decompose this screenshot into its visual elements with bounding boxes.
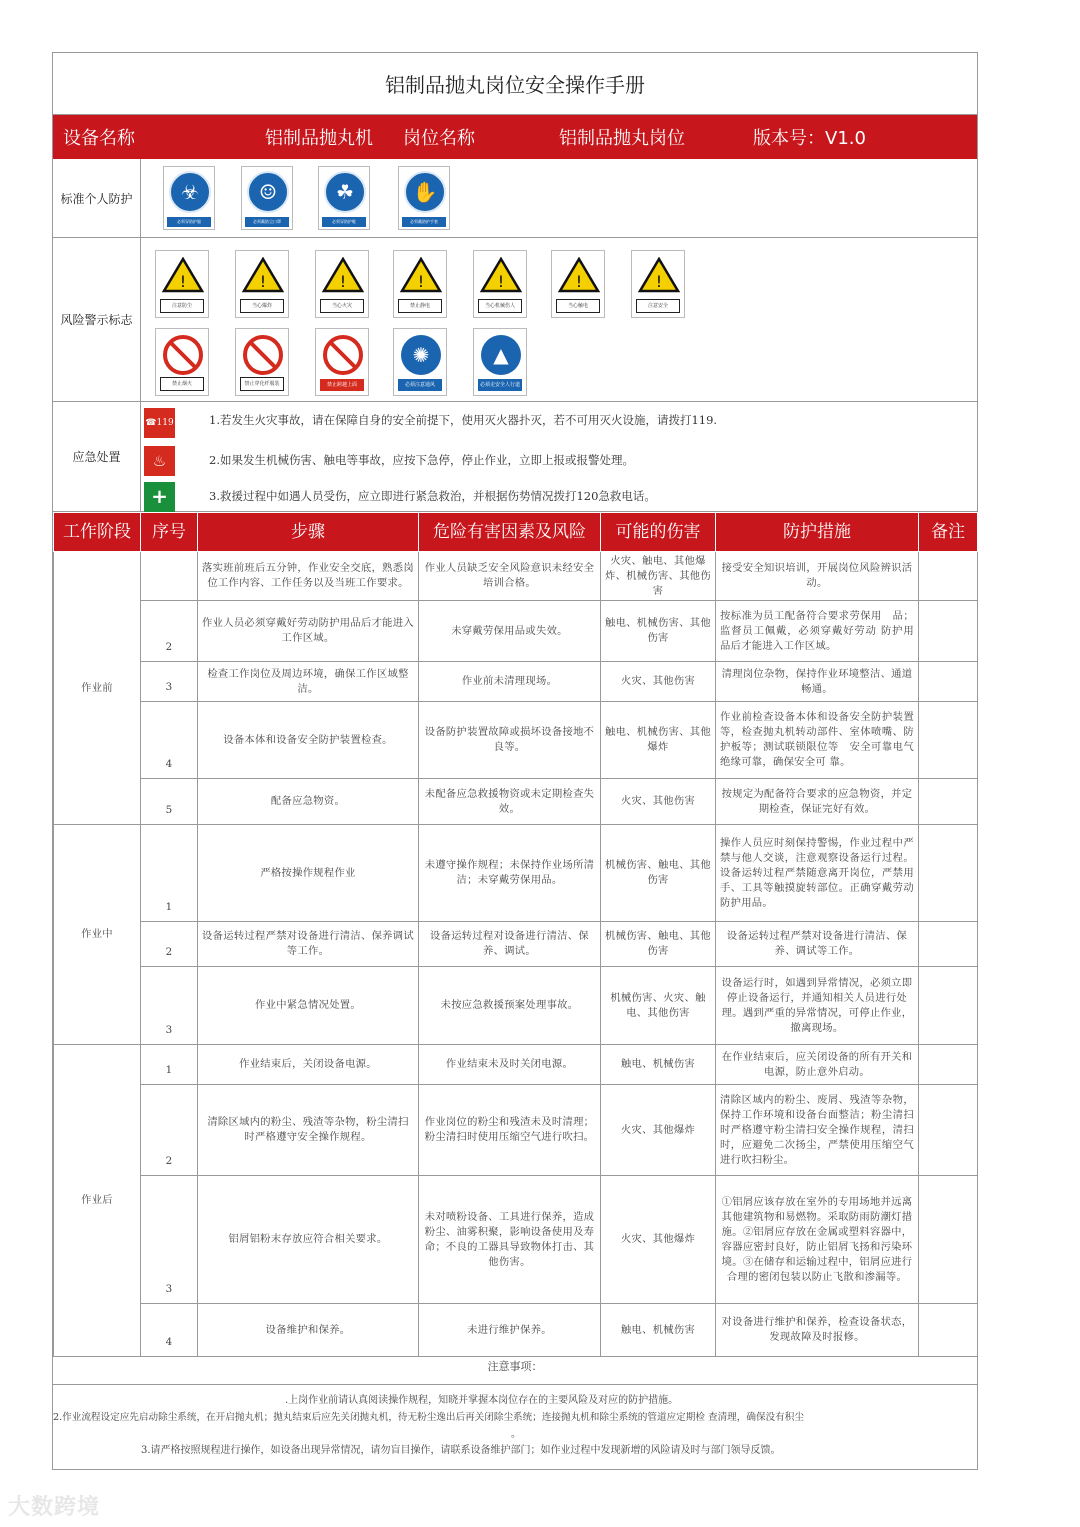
remark-cell (919, 601, 978, 662)
fire-warning-icon: ! 当心火灾 (315, 250, 369, 318)
post-value: 铝制品抛丸岗位 (559, 128, 685, 149)
note-2-cont: 。 (511, 1429, 521, 1440)
remark-cell (919, 967, 978, 1045)
svg-text:!: ! (339, 272, 347, 291)
table-row (54, 1085, 978, 1176)
procedure-table (53, 512, 978, 1357)
measure-cell: 操作人员应时刻保持警惕，作业过程中严禁与他人交谈，注意观察设备运行过程。设备运转过程严禁随意离开岗位，严禁用手、工具等触摸旋转部位。正确穿戴劳动防护用品。 (716, 825, 919, 922)
ventilation-icon: ✺ 必须注意通风 (393, 328, 447, 396)
risk-row (53, 238, 977, 402)
measure-cell: 设备运行时，如遇到异常情况，必须立即停止设备运行，并通知相关人员进行处理。遇到严重的异常情况，可停止作业，撤离现场。 (716, 967, 919, 1045)
harm-cell: 机械伤害、火灾、触电、其他伤害 (601, 967, 716, 1045)
caution-icon: ! 注意安全 (631, 250, 685, 318)
protective-suit-icon: ☣ 必须穿防护服 (163, 166, 215, 230)
hazard-cell: 设备防护装置故障或损坏设备接地不良等。 (419, 702, 601, 779)
measure-cell: 作业前检查设备本体和设备安全防护装置等，检查抛丸机转动部件、室体喷嘴、防护板等；测试联锁限位等 安全可靠电气绝缘可靠，确保安全可 靠。 (716, 702, 919, 779)
manual-sheet (52, 52, 978, 1470)
step-cell: 设备维护和保养。 (198, 1304, 419, 1357)
remark-cell (919, 1045, 978, 1085)
emergency-label: 应急处置 (53, 402, 141, 511)
risk-label: 风险警示标志 (53, 238, 141, 401)
step-cell: 作业中紧急情况处置。 (198, 967, 419, 1045)
watermark-logo: 大数跨境 (8, 1495, 101, 1520)
row-number: 2 (141, 601, 198, 662)
column-header: 备注 (919, 513, 978, 552)
harm-cell: 机械伤害、触电、其他伤害 (601, 825, 716, 922)
remark-cell (919, 552, 978, 601)
remark-cell (919, 1085, 978, 1176)
no-climbing-icon: 禁止跨越上面 (315, 328, 369, 396)
measure-cell: 按标准为员工配备符合要求劳保用 品；监督员工佩戴，必须穿戴好劳动 防护用品后才能进入工作区域。 (716, 601, 919, 662)
table-header (54, 513, 978, 552)
hazard-cell: 作业结束未及时关闭电源。 (419, 1045, 601, 1085)
measure-cell: 设备运转过程严禁对设备进行清洁、保养、调试等工作。 (716, 922, 919, 967)
table-row (54, 967, 978, 1045)
svg-text:!: ! (179, 272, 187, 291)
no-fire-icon: 禁止烟火 (155, 328, 209, 396)
table-row (54, 601, 978, 662)
stage-cell: 作业中 (54, 825, 141, 1045)
dust-warning-icon: ! 注意防尘 (155, 250, 209, 318)
electric-shock-icon: ! 当心触电 (551, 250, 605, 318)
svg-text:!: ! (497, 272, 505, 291)
step-cell: 配备应急物资。 (198, 779, 419, 825)
table-row (54, 922, 978, 967)
first-aid-icon: + (144, 482, 175, 512)
harm-cell: 火灾、其他伤害 (601, 662, 716, 702)
row-number: 4 (141, 1304, 198, 1357)
step-cell: 落实班前班后五分钟，作业安全交底，熟悉岗位工作内容、工作任务以及当班工作要求。 (198, 552, 419, 601)
emergency-item-2: 2.如果发生机械伤害、触电等事故，应按下急停，停止作业，立即上报或报警处理。 (209, 453, 634, 467)
hazard-cell: 设备运转过程对设备进行清洁、保养、调试。 (419, 922, 601, 967)
dust-mask-icon: ☺ 必须戴防尘口罩 (241, 166, 293, 230)
hazard-cell: 未对喷粉设备、工具进行保养，造成粉尘、油雾积聚，影响设备使用及寿命；不良的工器具导致物体打击、其他伤害。 (419, 1176, 601, 1304)
row-number: 1 (141, 1045, 198, 1085)
svg-text:✺: ✺ (412, 343, 430, 367)
step-cell: 严格按操作规程作业 (198, 825, 419, 922)
remark-cell (919, 779, 978, 825)
svg-text:!: ! (575, 272, 583, 291)
table-row (54, 825, 978, 922)
remark-cell (919, 825, 978, 922)
measure-cell: 按规定为配备符合要求的应急物资，并定期检查，保证完好有效。 (716, 779, 919, 825)
note-1: .上岗作业前请认真阅读操作规程，知晓并掌握本岗位存在的主要风险及对应的防护措施。 (285, 1395, 679, 1406)
measure-cell: 清除区域内的粉尘、废屑、残渣等杂物，保持工作环境和设备台面整洁；粉尘清扫时严格遵守粉尘清扫安全操作规程，清扫时，应避免二次扬尘，严禁使用压缩空气进行吹扫粉尘。 (716, 1085, 919, 1176)
static-warning-icon: ! 禁止静电 (393, 250, 447, 318)
row-number: 4 (141, 702, 198, 779)
harm-cell: 火灾、其他爆炸 (601, 1085, 716, 1176)
stage-cell: 作业后 (54, 1045, 141, 1357)
row-number: 3 (141, 1176, 198, 1304)
table-row (54, 662, 978, 702)
measure-cell: 对设备进行维护和保养，检查设备状态，发现故障及时报修。 (716, 1304, 919, 1357)
note-2: 2.作业流程设定应先启动除尘系统，在开启抛丸机；抛丸结束后应先关闭抛丸机，待无粉尘逸出后再关闭除尘系统；连接抛丸机和除尘系统的管道应定期检 查清理，确保没有积尘 (53, 1412, 804, 1423)
table-row (54, 1045, 978, 1085)
table-row (54, 702, 978, 779)
hazard-cell: 作业岗位的粉尘和残渣未及时清理；粉尘清扫时使用压缩空气进行吹扫。 (419, 1085, 601, 1176)
ppe-row (53, 159, 977, 238)
remark-cell (919, 702, 978, 779)
explosion-warning-icon: ! 当心爆炸 (235, 250, 289, 318)
table-row (54, 552, 978, 601)
notes-section (53, 1349, 977, 1471)
svg-text:!: ! (655, 272, 663, 291)
emergency-row (53, 402, 977, 512)
notes-title: 注意事项： (53, 1349, 977, 1385)
step-cell: 铝屑铝粉末存放应符合相关要求。 (198, 1176, 419, 1304)
svg-text:!: ! (259, 272, 267, 291)
table-row (54, 1176, 978, 1304)
measure-cell: ①铝屑应该存放在室外的专用场地并远离其他建筑物和易燃物。采取防雨防潮灯措施。②铝屑应存放在金属或塑料容器中，容器应密封良好，防止铝屑飞扬和污染环境。③在储存和运输过程中，铝屑应进行合理的密闭包装以防止飞散和渗漏等。 (716, 1176, 919, 1304)
step-cell: 设备运转过程严禁对设备进行清洁、保养调试等工作。 (198, 922, 419, 967)
equip-value: 铝制品抛丸机 (265, 128, 373, 149)
row-number (141, 552, 198, 601)
harm-cell: 触电、机械伤害、其他伤害 (601, 601, 716, 662)
harm-cell: 机械伤害、触电、其他伤害 (601, 922, 716, 967)
remark-cell (919, 662, 978, 702)
harm-cell: 火灾、其他爆炸 (601, 1176, 716, 1304)
hazard-cell: 未按应急救援预案处理事故。 (419, 967, 601, 1045)
hazard-cell: 未穿戴劳保用品或失效。 (419, 601, 601, 662)
protective-gloves-icon: ✋ 必须戴防护手套 (398, 166, 450, 230)
measure-cell: 接受安全知识培训，开展岗位风险辨识活动。 (716, 552, 919, 601)
info-bar (53, 115, 977, 159)
column-header: 防护措施 (716, 513, 919, 552)
note-3: 3.请严格按照规程进行操作，如设备出现异常情况，请勿盲目操作，请联系设备维护部门；如作业过程中发现新增的风险请及时与部门领导反馈。 (141, 1445, 781, 1456)
row-number: 1 (141, 825, 198, 922)
column-header: 危险有害因素及风险 (419, 513, 601, 552)
equip-label: 设备名称 (63, 128, 135, 149)
step-cell: 作业结束后，关闭设备电源。 (198, 1045, 419, 1085)
step-cell: 清除区域内的粉尘、残渣等杂物，粉尘清扫 时严格遵守安全操作规程。 (198, 1085, 419, 1176)
version-label: 版本号：V1.0 (753, 128, 866, 149)
harm-cell: 触电、机械伤害、其他爆炸 (601, 702, 716, 779)
hazard-cell: 作业前未清理现场。 (419, 662, 601, 702)
ppe-label: 标准个人防护 (53, 159, 141, 237)
safe-access-icon: ▲ 必须走安全人行道 (473, 328, 527, 396)
table-row (54, 779, 978, 825)
column-header: 可能的伤害 (601, 513, 716, 552)
hazard-cell: 作业人员缺乏安全风险意识未经安全培训合格。 (419, 552, 601, 601)
row-number: 2 (141, 922, 198, 967)
protective-boots-icon: ☘ 必须穿防护鞋 (318, 166, 370, 230)
measure-cell: 清理岗位杂物，保持作业环境整洁、通道畅通。 (716, 662, 919, 702)
emergency-item-3: 3.救援过程中如遇人员受伤，应立即进行紧急救治，并根据伤势情况拨打120急救电话。 (209, 489, 656, 503)
column-header: 序号 (141, 513, 198, 552)
hazard-cell: 未配备应急救援物资或未定期检查失效。 (419, 779, 601, 825)
row-number: 5 (141, 779, 198, 825)
post-label: 岗位名称 (403, 128, 475, 149)
step-cell: 作业人员必须穿戴好劳动防护用品后才能进入工作区域。 (198, 601, 419, 662)
step-cell: 设备本体和设备安全防护装置检查。 (198, 702, 419, 779)
hazard-cell: 未进行维护保养。 (419, 1304, 601, 1357)
fire-phone-icon: ☎119 (144, 408, 175, 438)
mechanical-injury-icon: ! 当心机械伤人 (473, 250, 527, 318)
harm-cell: 触电、机械伤害 (601, 1045, 716, 1085)
fire-extinguisher-icon: ♨ (144, 446, 175, 476)
emergency-item-1: 1.若发生火灾事故，请在保障自身的安全前提下，使用灭火器扑灭，若不可用灭火设施，请拨打119. (209, 413, 718, 427)
svg-text:!: ! (417, 272, 425, 291)
step-cell: 检查工作岗位及周边环境，确保工作区域整洁。 (198, 662, 419, 702)
remark-cell (919, 922, 978, 967)
harm-cell: 触电、机械伤害 (601, 1304, 716, 1357)
hazard-cell: 未遵守操作规程；未保持作业场所清洁；未穿戴劳保用品。 (419, 825, 601, 922)
column-header: 工作阶段 (54, 513, 141, 552)
row-number: 2 (141, 1085, 198, 1176)
harm-cell: 火灾、其他伤害 (601, 779, 716, 825)
svg-text:▲: ▲ (493, 343, 509, 367)
measure-cell: 在作业结束后，应关闭设备的所有开关和电源，防止意外启动。 (716, 1045, 919, 1085)
harm-cell: 火灾、触电、其他爆炸、机械伤害、其他伤害 (601, 552, 716, 601)
row-number: 3 (141, 662, 198, 702)
column-header: 步骤 (198, 513, 419, 552)
no-flammable-clothing-icon: 禁止穿化纤服装 (235, 328, 289, 396)
row-number: 3 (141, 967, 198, 1045)
stage-cell: 作业前 (54, 552, 141, 825)
remark-cell (919, 1176, 978, 1304)
page-title: 铝制品抛丸岗位安全操作手册 (53, 53, 977, 115)
